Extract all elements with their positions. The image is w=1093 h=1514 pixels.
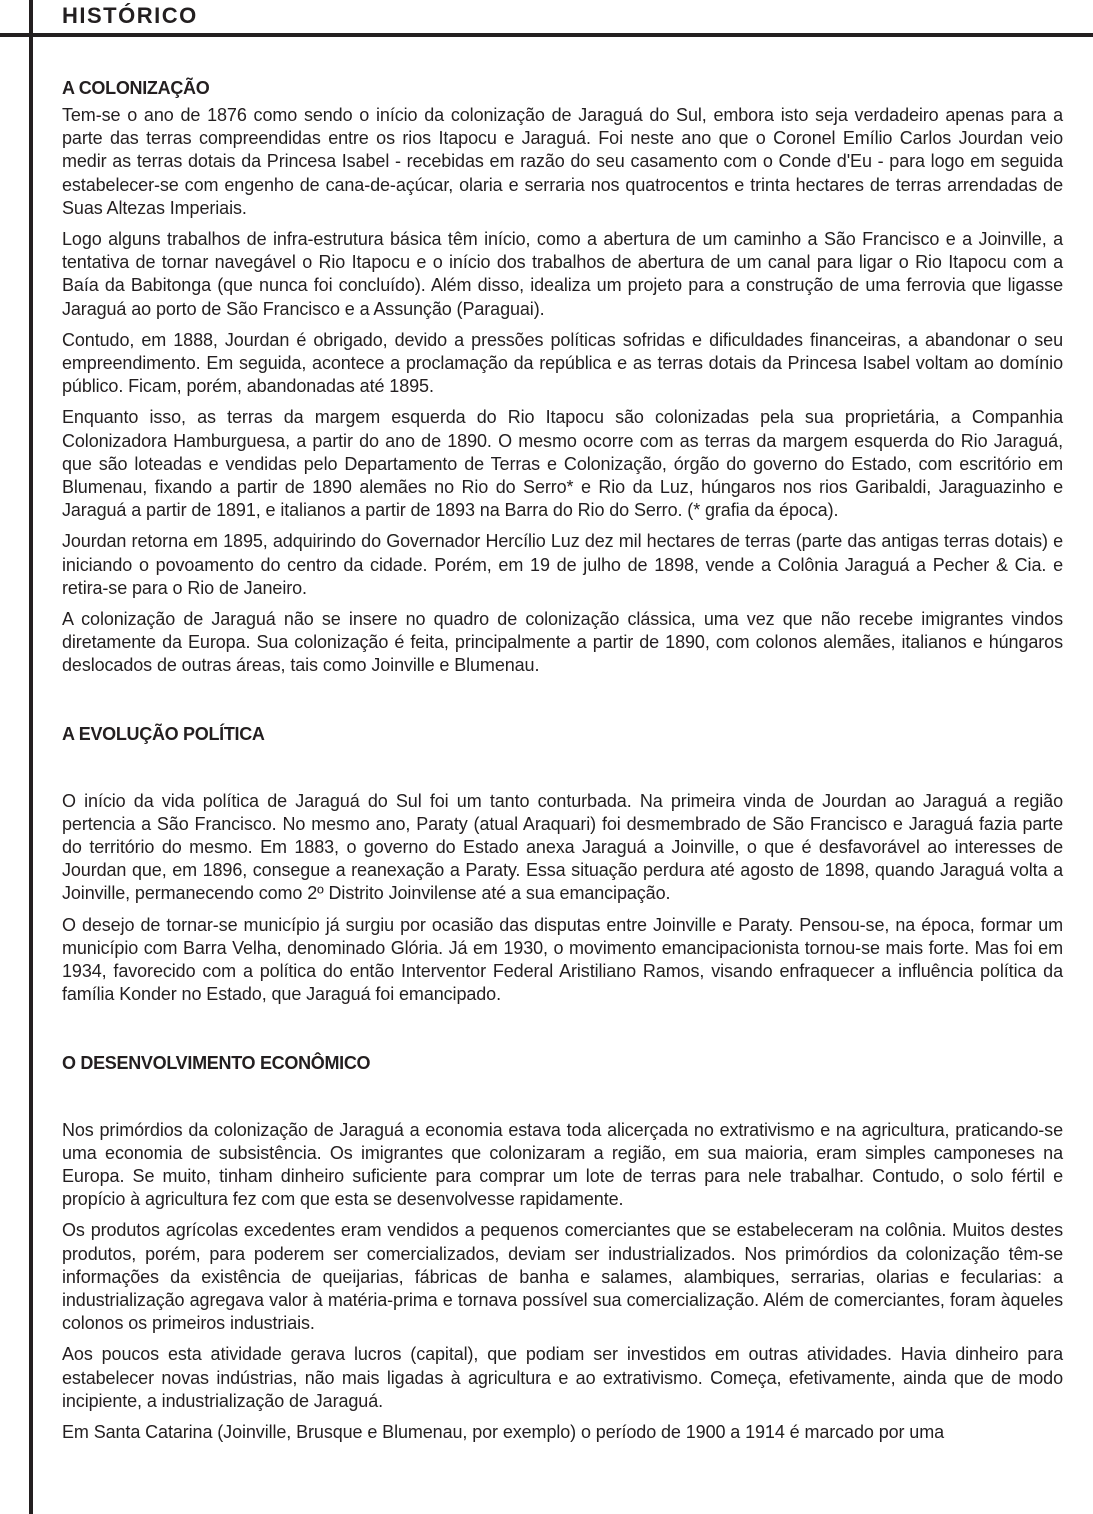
paragraph: O desejo de tornar-se município já surgiu por ocasião das disputas entre Joinville e Paraty. Pensou-se, na época, formar um município com Barra Velha, denominado Glória. Já em 1930, o movimento emancipacionista tornou-se mais forte. Mas foi em 1934, favorecido com a política do então Interventor Federal Aristiliano Ramos, visando enfraquecer a influência política da família Konder no Estado, que Jaraguá foi emancipado. bbox=[62, 914, 1063, 1005]
paragraph: Jourdan retorna em 1895, adquirindo do Governador Hercílio Luz dez mil hectares de terras (parte das antigas terras dotais) e iniciando o povoamento do centro da cidade. Porém, em 19 de julho de 1898, vende a Colônia Jaraguá a Pecher & Cia. e retira-se para o Rio de Janeiro. bbox=[62, 531, 1063, 598]
paragraph: A colonização de Jaraguá não se insere no quadro de colonização clássica, uma vez que não recebe imigrantes vindos diretamente da Europa. Sua colonização é feita, principalmente a partir de 1890, com colonos alemães, italianos e húngaros deslocados de outras áreas, tais como Joinville e Blumenau. bbox=[62, 609, 1063, 676]
document-body bbox=[62, 76, 1063, 1444]
paragraph: Aos poucos esta atividade gerava lucros (capital), que podiam ser investidos em outras atividades. Havia dinheiro para estabelecer novas indústrias, não mais ligadas à agricultura e ao extrativismo. Começa, efetivamente, ainda que de modo incipiente, a industrialização de Jaraguá. bbox=[62, 1344, 1063, 1411]
page-section-title: HISTÓRICO bbox=[62, 3, 198, 28]
paragraph: Nos primórdios da colonização de Jaraguá a economia estava toda alicerçada no extrativismo e na agricultura, praticando-se uma economia de subsistência. Os imigrantes que colonizaram a região, em sua maioria, eram simples camponeses na Europa. Se muito, tinham dinheiro suficiente para comprar um lote de terras para nele trabalhar. Contudo, o solo fértil e propício à agricultura fez com que esta se desenvolvesse rapidamente. bbox=[62, 1119, 1063, 1210]
paragraph: Logo alguns trabalhos de infra-estrutura básica têm início, como a abertura de um caminho a São Francisco e a Joinville, a tentativa de tornar navegável o Rio Itapocu e o início dos trabalhos de abertura de um canal para ligar o Rio Itapocu com a Baía da Babitonga (que nunca foi concluído). Além disso, idealiza um projeto para a construção de uma ferrovia que ligasse Jaraguá ao porto de São Francisco e a Assunção (Paraguai). bbox=[62, 229, 1063, 319]
header-rule bbox=[0, 33, 1093, 37]
paragraph: Os produtos agrícolas excedentes eram vendidos a pequenos comerciantes que se estabeleceram na colônia. Muitos destes produtos, porém, para poderem ser comercializados, deviam ser industrializados. Nos primórdios da colonização têm-se informações da existência de queijarias, fábricas de banha e salames, alambiques, serrarias, olarias e fecularias: a industrialização agregava valor à matéria-prima e tornava possível sua comercialização. Além de comerciantes, foram àqueles colonos os primeiros industriais. bbox=[62, 1220, 1063, 1334]
section-heading-colonizacao: A COLONIZAÇÃO bbox=[62, 78, 210, 98]
paragraph: Tem-se o ano de 1876 como sendo o início da colonização de Jaraguá do Sul, embora isto seja verdadeiro apenas para a parte das terras compreendidas entre os rios Itapocu e Jaraguá. Foi neste ano que o Coronel Emílio Carlos Jourdan veio medir as terras dotais da Princesa Isabel - recebidas em razão do seu casamento com o Conde d'Eu - para logo em seguida estabelecer-se com engenho de cana-de-açúcar, olaria e serraria nos quatrocentos e trinta hectares de terras arrendadas de Suas Altezas Imperiais. bbox=[62, 105, 1063, 218]
section-heading-desenvolvimento-economico: O DESENVOLVIMENTO ECONÔMICO bbox=[62, 1052, 371, 1073]
paragraph: O início da vida política de Jaraguá do Sul foi um tanto conturbada. Na primeira vinda de Jourdan ao Jaraguá a região pertencia a São Francisco. No mesmo ano, Paraty (atual Araquari) foi desmembrado de São Francisco e Jaraguá fazia parte do território do mesmo. Em 1883, o governo do Estado anexa Jaraguá a Joinville, o que é desfavorável ao interesses de Jourdan que, em 1896, consegue a reanexação a Paraty. Essa situação perdura até agosto de 1898, quando Jaraguá volta a Joinville, permanecendo como 2º Distrito Joinvilense até a sua emancipação. bbox=[62, 790, 1063, 904]
left-margin-rule bbox=[29, 0, 33, 1514]
section-heading-evolucao-politica: A EVOLUÇÃO POLÍTICA bbox=[62, 723, 265, 744]
paragraph: Enquanto isso, as terras da margem esquerda do Rio Itapocu são colonizadas pela sua proprietária, a Companhia Colonizadora Hamburguesa, a partir do ano de 1890. O mesmo ocorre com as terras da margem esquerda do Rio Jaraguá, que são loteadas e vendidas pelo Departamento de Terras e Colonização, órgão do governo do Estado, com escritório em Blumenau, fixando a partir de 1890 alemães no Rio do Serro* e Rio da Luz, húngaros nos rios Garibaldi, Jaraguazinho e Jaraguá a partir de 1891, e italianos a partir de 1893 na Barra do Rio do Serro. (* grafia da época). bbox=[62, 407, 1063, 521]
paragraph: Contudo, em 1888, Jourdan é obrigado, devido a pressões políticas sofridas e dificuldades financeiras, a abandonar o seu empreendimento. Em seguida, acontece a proclamação da república e as terras dotais da Princesa Isabel voltam ao domínio público. Ficam, porém, abandonadas até 1895. bbox=[62, 329, 1063, 397]
paragraph: Em Santa Catarina (Joinville, Brusque e Blumenau, por exemplo) o período de 1900 a 1914 é marcado por uma bbox=[62, 1421, 945, 1442]
